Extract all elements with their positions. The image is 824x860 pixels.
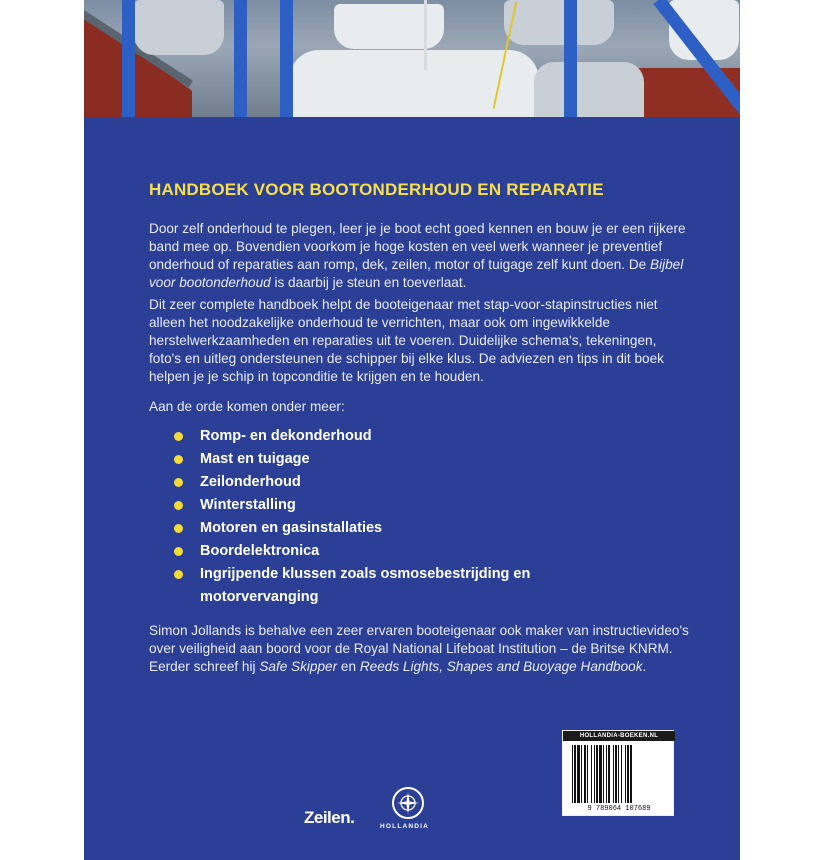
- list-item: Winterstalling: [174, 494, 560, 517]
- publisher-url: HOLLANDIA-BOEKEN.NL: [563, 731, 675, 741]
- pier-pole: [234, 0, 247, 117]
- bullet-icon: [174, 501, 183, 510]
- list-item: Mast en tuigage: [174, 448, 560, 471]
- boat-hull: [134, 0, 224, 55]
- barcode: [562, 730, 674, 816]
- topic-list: [174, 425, 560, 609]
- list-item: Motoren en gasinstallaties: [174, 517, 560, 540]
- sailboat-hull: [289, 50, 539, 117]
- marina-photo: [84, 0, 740, 117]
- bullet-icon: [174, 432, 183, 441]
- list-item: Romp- en dekonderhoud: [174, 425, 560, 448]
- bullet-icon: [174, 570, 183, 579]
- pier-pole: [564, 0, 577, 117]
- list-item: Boordelektronica: [174, 540, 560, 563]
- description-paragraph: Dit zeer complete handboek helpt de booteigenaar met stap-voor-stapinstructies niet alleen het noodzakelijke onderhoud te verrichten, maar ook om ingewikkelde herstelwerkzaamheden en reparaties uit te voeren. Duidelijke schema's, tekeningen, foto's en uitleg ondersteunen de schipper bij elke klus. De adviezen en tips in dit boek helpen je je schip in topconditie te krijgen en te houden.: [149, 297, 664, 384]
- barcode-bars: [570, 745, 668, 803]
- topics-intro: Aan de orde komen onder meer:: [149, 399, 345, 414]
- bullet-icon: [174, 524, 183, 533]
- book-title: HANDBOEK VOOR BOOTONDERHOUD EN REPARATIE: [149, 180, 604, 199]
- author-paragraph: Simon Jollands is behalve een zeer ervaren booteigenaar ook maker van instructievideo's over veiligheid aan boord voor de Royal National Lifeboat Institution – de Britse KNRM. Eerder schreef hij Safe Skipper en Reeds Lights, Shapes and Buoyage Handbook.: [149, 623, 689, 674]
- boat-hull: [534, 62, 644, 117]
- list-item: Zeilonderhoud: [174, 471, 560, 494]
- zeilen-logo: Zeilen.: [304, 808, 355, 827]
- pier-pole: [280, 0, 293, 117]
- boat-hull: [504, 0, 614, 45]
- bullet-icon: [174, 455, 183, 464]
- pier-pole: [122, 0, 135, 117]
- mast: [424, 0, 427, 70]
- list-item: Ingrijpende klussen zoals osmosebestrijding en motorvervanging: [174, 563, 560, 609]
- bullet-icon: [174, 547, 183, 556]
- book-back-cover: [84, 0, 740, 860]
- bullet-icon: [174, 478, 183, 487]
- intro-paragraph: Door zelf onderhoud te plegen, leer je je boot echt goed kennen en bouw je er een rijkere band mee op. Bovendien voorkom je hoge kosten en veel werk wanneer je preventief onderhoud of reparaties aan romp, dek, zeilen, motor of tuigage zelf kunt doen. De Bijbel voor bootonderhoud is daarbij je steun en toeverlaat.: [149, 221, 686, 290]
- isbn-number: 9 789064 107689: [587, 805, 651, 813]
- boat-hull: [334, 4, 444, 49]
- hollandia-logo-text: HOLLANDIA: [380, 823, 430, 830]
- compass-logo-icon: [392, 787, 424, 819]
